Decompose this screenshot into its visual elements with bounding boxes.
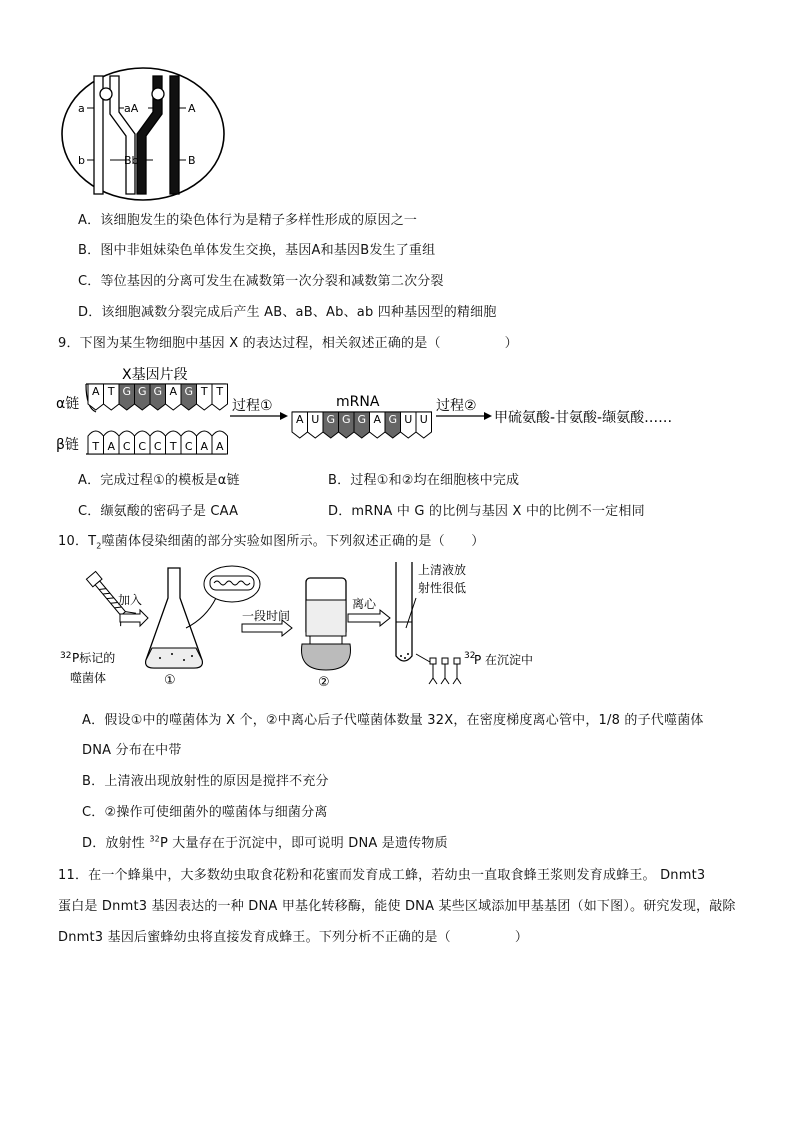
process-2-label: 过程② bbox=[436, 398, 477, 414]
gene-fragment-title: X基因片段 bbox=[122, 367, 188, 383]
q10-option-d-sup: 32 bbox=[149, 834, 160, 844]
q11-stem-line1: 11．在一个蜂巢中，大多数幼虫取食花粉和花蜜而发育成工蜂，若幼虫一直取食蜂王浆则发育成蜂王。 Dnmt3 bbox=[58, 868, 706, 883]
mrna-strand bbox=[292, 412, 432, 438]
chromosome-crossover-figure bbox=[60, 66, 230, 204]
q9-option-d: D．mRNA 中 G 的比例与基因 X 中的比例不一定相同 bbox=[328, 504, 645, 519]
gene-label-aA: aA bbox=[124, 102, 139, 115]
sediment-label: P 在沉淀中 bbox=[474, 653, 534, 667]
circle-2-label: ② bbox=[318, 675, 330, 690]
flask-icon bbox=[146, 568, 203, 668]
q9-stem-close: ） bbox=[504, 336, 518, 351]
alpha-base-label: G bbox=[153, 385, 163, 398]
gene-label-A: A bbox=[188, 102, 196, 115]
q11-stem-line3-close: ） bbox=[514, 930, 529, 945]
q9-stem bbox=[58, 335, 518, 353]
mrna-base-label: U bbox=[404, 413, 413, 426]
mrna-base-label: G bbox=[326, 413, 336, 426]
q10-stem-num: 10．T bbox=[58, 534, 97, 549]
q10-option-c: C．②操作可使细菌外的噬菌体与细菌分离 bbox=[82, 805, 328, 820]
q11-stem-line3 bbox=[58, 929, 528, 947]
q10-stem bbox=[58, 533, 484, 551]
q10-stem-sub: 2 bbox=[96, 541, 102, 551]
alpha-base-label: A bbox=[91, 385, 100, 398]
gene-label-a: a bbox=[78, 102, 85, 115]
q8-option-c: C．等位基因的分离可发生在减数第一次分裂和减数第二次分裂 bbox=[78, 274, 444, 289]
alpha-base-label: G bbox=[122, 385, 132, 398]
time-label: 一段时间 bbox=[242, 609, 291, 623]
beta-base-label: C bbox=[153, 440, 162, 453]
beta-chain-label: β链 bbox=[56, 437, 79, 453]
q10-option-a-line2: DNA 分布在中带 bbox=[82, 743, 182, 758]
alpha-base-label: T bbox=[216, 385, 224, 398]
mrna-title: mRNA bbox=[336, 394, 380, 410]
mrna-base-label: A bbox=[373, 413, 382, 426]
beta-base-label: C bbox=[122, 440, 131, 453]
q8-option-d: D．该细胞减数分裂完成后产生 AB、aB、Ab、ab 四种基因型的精细胞 bbox=[78, 305, 497, 320]
beta-base-label: T bbox=[92, 440, 100, 453]
beta-base-label: C bbox=[138, 440, 147, 453]
q9-option-a: A．完成过程①的模板是α链 bbox=[78, 473, 240, 488]
beta-base-label: C bbox=[184, 440, 193, 453]
alpha-base-label: A bbox=[169, 385, 178, 398]
q11-stem-line3-text: Dnmt3 基因后蜜蜂幼虫将直接发育成蜂王。下列分析不正确的是（ bbox=[58, 930, 451, 945]
q10-option-d bbox=[82, 835, 448, 853]
process-1-label: 过程① bbox=[232, 398, 273, 414]
q11-stem-line2: 蛋白是 Dnmt3 基因表达的一种 DNA 甲基化转移酶，能使 DNA 某些区域添加甲基基团（如下图）。研究发现，敲除 bbox=[58, 899, 736, 914]
alpha-base-label: T bbox=[200, 385, 208, 398]
alpha-base-label: G bbox=[184, 385, 194, 398]
centrifuge-label: 离心 bbox=[352, 597, 377, 611]
beta-strand bbox=[88, 431, 228, 454]
mrna-base-label: G bbox=[357, 413, 367, 426]
q8-option-a: A．该细胞发生的染色体行为是精子多样性形成的原因之一 bbox=[78, 213, 418, 228]
q10-option-a-line1: A．假设①中的噬菌体为 X 个，②中离心后子代噬菌体数量 32X，在密度梯度离心管中，1/8 的子代噬菌体 bbox=[82, 713, 704, 728]
test-tube-icon bbox=[396, 562, 412, 661]
mrna-base-label: G bbox=[388, 413, 398, 426]
q10-option-d-post: P 大量存在于沉淀中，即可说明 DNA 是遗传物质 bbox=[159, 836, 448, 851]
q10-option-b: B．上清液出现放射性的原因是搅拌不充分 bbox=[82, 774, 329, 789]
phage-label-sup: 32 bbox=[60, 651, 72, 661]
gene-expression-figure bbox=[52, 362, 712, 458]
circle-1-label: ① bbox=[164, 673, 176, 688]
alpha-strand bbox=[88, 384, 228, 410]
beta-base-label: T bbox=[169, 440, 177, 453]
q10-stem-text: 噬菌体侵染细菌的部分实验如图所示。下列叙述正确的是（ ） bbox=[101, 534, 485, 549]
alpha-chain-label: α链 bbox=[56, 396, 80, 412]
mrna-base-label: G bbox=[341, 413, 351, 426]
gene-label-b: b bbox=[78, 154, 85, 167]
beta-base-label: A bbox=[107, 440, 116, 453]
mrna-base-label: U bbox=[419, 413, 428, 426]
beta-base-label: A bbox=[215, 440, 224, 453]
sediment-label-sup: 32 bbox=[464, 651, 476, 661]
sediment-phage-icons bbox=[429, 658, 461, 684]
q10-option-d-pre: D．放射性 bbox=[82, 836, 150, 851]
gene-label-B: B bbox=[188, 154, 196, 167]
q9-option-c: C．缬氨酸的密码子是 CAA bbox=[78, 504, 239, 519]
phage-label-2: 噬菌体 bbox=[70, 671, 107, 685]
q9-stem-text: 9．下图为某生物细胞中基因 X 的表达过程，相关叙述正确的是（ bbox=[58, 336, 441, 351]
beta-base-label: A bbox=[200, 440, 209, 453]
supernatant-label-2: 射性很低 bbox=[418, 581, 467, 595]
q8-option-b: B．图中非姐妹染色单体发生交换，基因A和基因B发生了重组 bbox=[78, 243, 436, 258]
gene-label-Bb: Bb bbox=[124, 154, 139, 167]
add-label: 加入 bbox=[118, 593, 143, 607]
supernatant-label-1: 上清液放 bbox=[418, 563, 467, 577]
q9-option-b: B．过程①和②均在细胞核中完成 bbox=[328, 473, 520, 488]
alpha-base-label: G bbox=[137, 385, 147, 398]
peptide-chain: 甲硫氨酸-甘氨酸-缬氨酸…… bbox=[494, 410, 673, 426]
phage-label-1: P标记的 bbox=[72, 651, 116, 665]
mrna-base-label: U bbox=[311, 413, 320, 426]
phage-experiment-figure bbox=[56, 558, 576, 696]
alpha-base-label: T bbox=[107, 385, 115, 398]
mrna-base-label: A bbox=[295, 413, 304, 426]
blender-icon bbox=[302, 578, 351, 670]
